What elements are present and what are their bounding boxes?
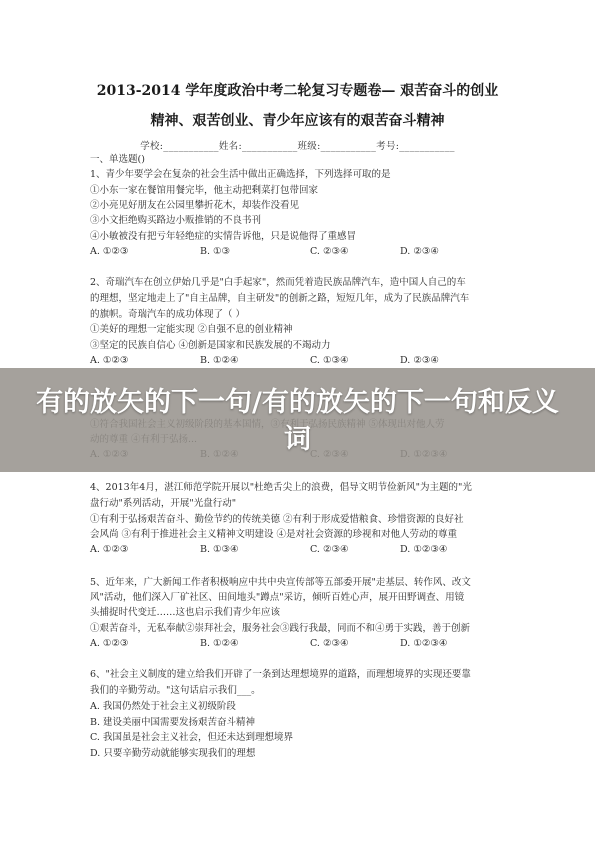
q6-stem-line-1: 6、"社会主义制度的建立给我们开辟了一条到达理想境界的道路，而理想境界的实现还要靠 xyxy=(90,669,471,680)
q1-stem: 1、青少年要学会在复杂的社会生活中做出正确选择，下列选择可取的是 xyxy=(90,169,391,180)
q1-options xyxy=(90,246,530,259)
q4-options xyxy=(90,544,530,557)
q4-stem-line-1: 4、2013年4月，湛江师范学院开展以"杜绝舌尖上的浪费，倡导文明节俭新风"为主题的"光 xyxy=(90,482,472,493)
q5-option-b: B. ①②④ xyxy=(200,638,239,649)
q2-item-2: ③坚定的民族自信心 ④创新是国家和民族发展的不竭动力 xyxy=(90,340,331,351)
q2-stem-line-3: 的旗帜。奇瑞汽车的成功体现了（ ） xyxy=(90,309,246,320)
q2-item-1: ①美好的理想一定能实现 ②自强不息的创业精神 xyxy=(90,324,293,335)
student-info-fields: 学校:___________姓名:___________班级:___________考号:___________ xyxy=(140,141,455,152)
q2-stem-line-1: 2、奇瑞汽车在创立伊始几乎是"白手起家"，然而凭着造民族品牌汽车，造中国人自己的车 xyxy=(90,277,466,288)
q4-option-a: A. ①②③ xyxy=(90,544,129,555)
paper-title-line-2: 精神、艰苦创业、青少年应该有的艰苦奋斗精神 xyxy=(150,113,445,129)
q6-option-b: B. 建设美丽中国需要发扬艰苦奋斗精神 xyxy=(90,717,256,728)
q6-stem-line-2: 我们的辛勤劳动。"这句话启示我们___。 xyxy=(90,685,261,696)
q6-option-c: C. 我国虽是社会主义社会，但还未达到理想境界 xyxy=(90,732,293,743)
q1-item-3: ③小文拒绝购买路边小贩推销的不良书刊 xyxy=(90,215,262,226)
q5-option-c: C. ②③④ xyxy=(310,638,349,649)
q5-stem-line-3: 头捕捉时代变迁……这也启示我们青少年应该 xyxy=(90,607,281,618)
banner-title: 有的放矢的下一句/有的放矢的下一句和反义词 xyxy=(36,387,559,455)
q1-item-1: ①小东一家在餐馆用餐完毕，他主动把剩菜打包带回家 xyxy=(90,185,319,196)
section-heading: 一、单选题() xyxy=(90,154,145,165)
q1-item-4: ④小敏被没有把亏年轻绝症的实情告诉他，只是说他得了重感冒 xyxy=(90,231,357,242)
q2-option-a: A. ①②③ xyxy=(90,355,129,366)
q2-option-c: C. ①③④ xyxy=(310,355,349,366)
q1-option-a: A. ①②③ xyxy=(90,246,129,257)
q2-stem-line-2: 的理想，坚定地走上了"自主品牌，自主研发"的创新之路，短短几年，成为了民族品牌汽车 xyxy=(90,293,470,304)
q5-stem-line-2: 风"活动，他们深入厂矿社区、田间地头"蹲点"采访，倾听百姓心声，展开田野调查、用镜 xyxy=(90,592,465,603)
q2-option-d: D. ②③④ xyxy=(400,355,439,366)
q5-options xyxy=(90,638,530,651)
q1-item-2: ②小亮见好朋友在公园里攀折花木，却装作没看见 xyxy=(90,200,300,211)
paper-title-line-1: 2013-2014 学年度政治中考二轮复习专题卷— 艰苦奋斗的创业 xyxy=(96,83,499,99)
q1-option-b: B. ①③ xyxy=(200,246,231,257)
q1-option-d: D. ②③④ xyxy=(400,246,439,257)
q4-item-1: ①有利于弘扬艰苦奋斗、勤俭节约的传统美德 ②有利于形成爱惜粮食、珍惜资源的良好社 xyxy=(90,514,464,525)
q1-option-c: C. ②③④ xyxy=(310,246,349,257)
q4-stem-line-2: 盘行动"系列活动，开展"光盘行动" xyxy=(90,498,237,509)
q4-item-2: 会风尚 ③有利于推进社会主义精神文明建设 ④是对社会资源的珍视和对他人劳动的尊重 xyxy=(90,529,458,540)
q4-option-d: D. ①②③④ xyxy=(400,544,448,555)
q2-options xyxy=(90,355,530,368)
q5-item-1: ①艰苦奋斗，无私奉献②崇拜社会，服务社会③践行我最，同而不和④勇于实践，善于创新 xyxy=(90,623,471,634)
q6-option-d: D. 只要辛勤劳动就能够实现我们的理想 xyxy=(90,748,256,759)
q5-option-d: D. ①②③④ xyxy=(400,638,448,649)
q4-option-c: C. ②③④ xyxy=(310,544,349,555)
q5-stem-line-1: 5、近年来，广大新闻工作者积极响应中共中央宣传部等五部委开展"走基层、转作风、改文 xyxy=(90,577,471,588)
q5-option-a: A. ①②③ xyxy=(90,638,129,649)
q4-option-b: B. ①③④ xyxy=(200,544,239,555)
q2-option-b: B. ①②④ xyxy=(200,355,239,366)
q6-option-a: A. 我国仍然处于社会主义初级阶段 xyxy=(90,701,236,712)
